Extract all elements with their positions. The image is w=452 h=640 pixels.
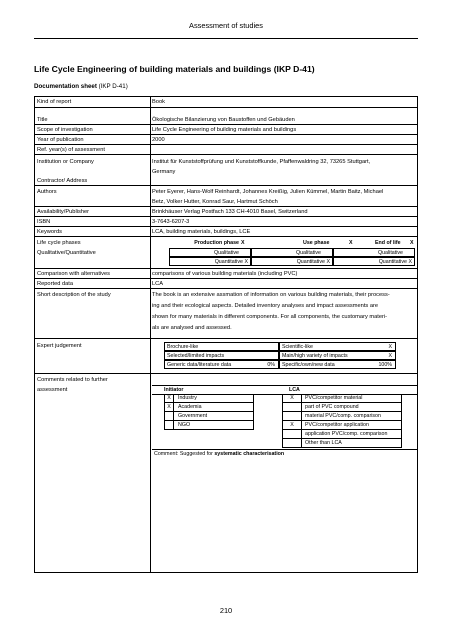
keywords-value: LCA, building materials, buildings, LCE: [152, 229, 251, 235]
row-isbn: [35, 217, 417, 227]
scope-value: Life Cycle Engineering of building materials and buildings: [152, 127, 297, 133]
lca-item-2-label: part of PVC compound: [305, 404, 359, 410]
industry-cell: [174, 394, 254, 403]
comments-label-line1: Comments related to further: [37, 377, 108, 383]
academia-mark: X: [167, 404, 171, 410]
comment-emphasis: systematic characterisation: [214, 451, 285, 457]
row-institution: [35, 155, 417, 186]
comparison-value: comparisons of various building materials (including PVC): [152, 271, 298, 277]
lca-item-1-cell: [302, 394, 402, 403]
document-title: Life Cycle Engineering of building materials and buildings (IKP D-41): [34, 64, 315, 74]
specific-data-label: Specific/own/new data: [282, 362, 335, 368]
end-of-life-label: End of life: [375, 240, 401, 246]
short-description-line2: ing and their ecological aspects. Detailed inventory analyses and impact assessments are: [152, 303, 379, 309]
row-year: [35, 135, 417, 145]
quantitative-label-3: Quantitative: [378, 259, 407, 265]
sheet-label-ref: (IKP D-41): [96, 83, 128, 90]
government-mark-cell: [164, 412, 174, 421]
specific-data-cell: [279, 360, 396, 369]
lca-item-4-mark-cell: [282, 421, 302, 430]
comment-line: [154, 450, 284, 458]
generic-data-cell: [164, 360, 279, 369]
main-impacts-label: Main/high variety of impacts: [282, 353, 348, 359]
authors-value-line1: Peter Eyerer, Hans-Wolf Reinhardt, Johannes Kreißig, Julien Kümmel, Martin Baitz, Michael: [152, 189, 384, 195]
authors-value-line2: Betz, Volker Hutter, Konrad Saur, Hartmut Schöch: [152, 199, 278, 205]
lca-item-6-label: Other than LCA: [305, 440, 342, 446]
sheet-label: [34, 83, 128, 90]
qualitative-label-3: Qualitative: [377, 250, 403, 256]
row-title: [35, 115, 417, 125]
use-phase-label: Use phase: [303, 240, 330, 246]
keywords-label: Keywords: [37, 229, 62, 235]
kind-label: Kind of report: [37, 99, 72, 105]
phases-table: [153, 239, 415, 267]
row-life-cycle-phases: [35, 237, 417, 269]
reported-value: LCA: [152, 281, 164, 287]
institution-value-line2: Germany: [152, 169, 176, 175]
lca-item-5-mark-cell: [282, 430, 302, 439]
initiator-heading: Initiator: [164, 387, 184, 393]
quantitative-mark-3: X: [408, 259, 412, 265]
row-comparison: [35, 269, 417, 279]
industry-mark-cell: [164, 394, 174, 403]
lca-item-5-cell: [302, 430, 402, 439]
row-keywords: [35, 227, 417, 237]
use-phase-mark: X: [349, 240, 353, 246]
row-availability: [35, 207, 417, 217]
quantitative-cell-2: [251, 257, 333, 266]
institution-label: Institution or Company: [37, 159, 94, 165]
documentation-sheet: [34, 96, 418, 573]
ngo-mark-cell: [164, 421, 174, 430]
main-impacts-cell: [279, 351, 396, 360]
year-label: Year of publication: [37, 137, 84, 143]
quantitative-mark-1: X: [244, 259, 248, 265]
institution-value-line1: Institut für Kunststoffprüfung und Kunststoffkunde, Pfaffenwaldring 32, 73265 Stuttgart,: [152, 159, 371, 165]
academia-cell: [174, 403, 254, 412]
header-title: Assessment of studies: [189, 21, 263, 30]
lca-item-1-mark: X: [290, 395, 294, 401]
short-description-line4: als are analysed and assessed.: [152, 325, 232, 331]
selected-cell: [164, 351, 279, 360]
industry-label: Industry: [178, 395, 197, 401]
lca-item-3-label: material PVC/comp. comparison: [305, 413, 381, 419]
availability-label: Availability/Publisher: [37, 209, 90, 215]
year-value: 2000: [152, 137, 165, 143]
lca-item-3-cell: [302, 412, 402, 421]
title-label: Title: [37, 117, 48, 123]
lca-item-1-mark-cell: [282, 394, 302, 403]
brochure-cell: [164, 342, 279, 351]
comments-label-line2: assessment: [37, 387, 68, 393]
page-header: [34, 14, 418, 39]
row-scope: [35, 125, 417, 135]
industry-mark: X: [167, 395, 171, 401]
comments-table: [152, 385, 418, 495]
phases-label: Life cycle phases: [37, 240, 81, 246]
generic-data-pct: 0%: [267, 362, 275, 368]
ngo-label: NGO: [178, 422, 191, 428]
short-description-line3: shown for many materials in different components. For all components, the customary materi-: [152, 314, 388, 320]
lca-item-2-mark-cell: [282, 403, 302, 412]
main-impacts-mark: X: [388, 353, 392, 359]
row-expert-judgement: [35, 339, 417, 374]
government-cell: [174, 412, 254, 421]
specific-data-pct: 100%: [378, 362, 392, 368]
scientific-cell: [279, 342, 396, 351]
government-label: Government: [178, 413, 208, 419]
end-of-life-mark: X: [410, 240, 414, 246]
scientific-label: Scientific-like: [282, 344, 313, 350]
expert-table: [164, 342, 396, 370]
short-description-label: Short description of the study: [37, 292, 111, 298]
row-reported-data: [35, 279, 417, 289]
quantitative-label-2: Quantitative: [296, 259, 325, 265]
lca-item-4-label: PVC/competitor application: [305, 422, 369, 428]
production-phase-label: Production phase: [194, 240, 239, 246]
quantitative-cell-3: [333, 257, 415, 266]
lca-item-6-cell: [302, 439, 402, 448]
title-value: Ökologische Bilanzierung von Baustoffen und Gebäuden: [152, 117, 295, 123]
qualitative-label-1: Qualitative: [213, 250, 239, 256]
row-comments: [35, 374, 417, 574]
scientific-mark: X: [388, 344, 392, 350]
quantitative-cell-1: [169, 257, 251, 266]
qualitative-cell-1: [169, 248, 251, 257]
reported-label: Reported data: [37, 281, 74, 287]
lca-item-3-mark-cell: [282, 412, 302, 421]
selected-label: Selected/limited impacts: [167, 353, 225, 359]
brochure-label: Brochure-like: [167, 344, 199, 350]
production-phase-mark: X: [241, 240, 245, 246]
isbn-value: 3-7643-6207-3: [152, 219, 190, 225]
row-authors: [35, 186, 417, 207]
lca-heading: LCA: [289, 387, 300, 393]
qual-quant-label: Qualitative/Quantitative: [37, 250, 96, 256]
expert-label: Expert judgement: [37, 343, 82, 349]
comment-prefix: Comment: Suggested for: [154, 451, 215, 457]
academia-mark-cell: [164, 403, 174, 412]
contractor-label: Contractor/ Address: [37, 178, 88, 184]
qualitative-label-2: Qualitative: [295, 250, 321, 256]
quantitative-mark-2: X: [326, 259, 330, 265]
isbn-label: ISBN: [37, 219, 51, 225]
ngo-cell: [174, 421, 254, 430]
comparison-label: Comparison with alternatives: [37, 271, 111, 277]
lca-item-2-cell: [302, 403, 402, 412]
lca-item-5-label: application PVC/comp. comparison: [305, 431, 388, 437]
generic-data-label: Generic data/literature data: [167, 362, 232, 368]
sheet-label-bold: Documentation sheet: [34, 83, 97, 90]
lca-item-4-cell: [302, 421, 402, 430]
row-kind-of-report: [35, 97, 417, 108]
qualitative-cell-2: [251, 248, 333, 257]
qualitative-cell-3: [333, 248, 415, 257]
availability-value: Brinkhäuser Verlag Postfach 133 CH-4010 Basel, Switzerland: [152, 209, 308, 215]
academia-label: Academia: [178, 404, 202, 410]
short-description-line1: The book is an extensive assmation of information on various building materials, their process-: [152, 292, 390, 298]
lca-item-1-label: PVC/competitor material: [305, 395, 363, 401]
lca-item-6-mark-cell: [282, 439, 302, 448]
page-number: 210: [219, 606, 233, 615]
ref-year-label: Ref. year(s) of assessment: [37, 147, 105, 153]
lca-item-4-mark: X: [290, 422, 294, 428]
authors-label: Authors: [37, 189, 57, 195]
scope-label: Scope of investigation: [37, 127, 93, 133]
row-short-description: [35, 289, 417, 339]
quantitative-label-1: Quantitative: [214, 259, 243, 265]
kind-value: Book: [152, 99, 165, 105]
row-ref-year: [35, 145, 417, 155]
